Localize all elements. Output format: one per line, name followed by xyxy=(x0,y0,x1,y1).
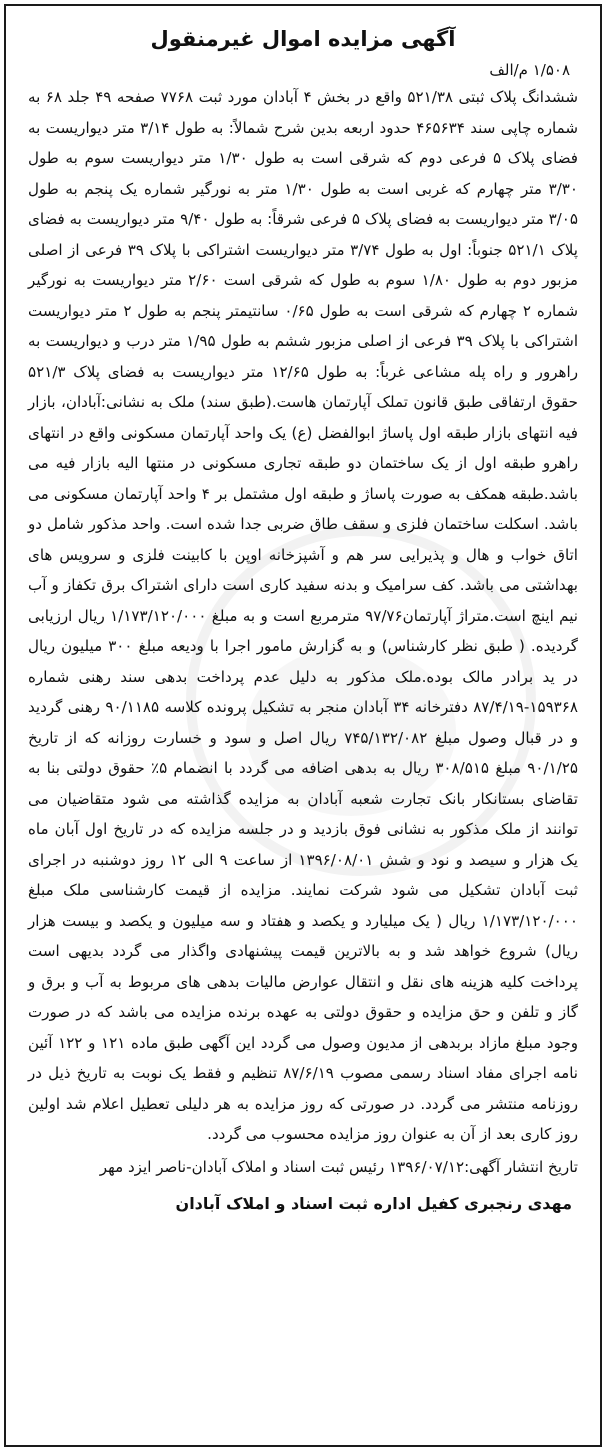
reference-number: ۱/۵۰۸ م/الف xyxy=(489,61,570,79)
notice-body: ششدانگ پلاک ثبتی ۵۲۱/۳۸ واقع در بخش ۴ آبادان مورد ثبت ۷۷۶۸ صفحه ۴۹ جلد ۶۸ به شماره چاپی سند ۴۶۵۶۳۴ حدود اربعه بدین شرح شمالاً: به طول ۳/۱۴ متر دیواریست به فضای پلاک ۵ فرعی دوم که شرقی است به طول ۱/۳۰ متر دیواریست سوم به طول ۳/۳۰ متر چهارم که غربی است به طول ۱/۳۰ متر به نورگیر شماره یک پنجم به طول ۳/۰۵ متر دیواریست به فضای پلاک ۵ فرعی شرقاً: به طول ۹/۴۰ متر دیواریست به فضای پلاک ۵۲۱/۱ جنوباً: اول به طول ۳/۷۴ متر دیواریست اشتراکی با پلاک ۳۹ فرعی از اصلی مزبور دوم به طول ۱/۸۰ سوم به طول که شرقی است ۲/۶۰ متر دیواریست به نورگیر شماره ۲ چهارم که شرقی است به طول ۰/۶۵ سانتیمتر پنجم به طول ۲ متر دیواریست اشتراکی با پلاک ۳۹ فرعی از اصلی مزبور ششم به طول ۱/۹۵ متر درب و دیواریست به راهرور و راه پله مشاعی غرباً: به طول ۱۲/۶۵ متر دیواریست به فضای پلاک ۵۲۱/۳ حقوق ارتفاقی طبق قانون تملک آپارتمان هاست.(طبق سند) ملک به نشانی:آبادان، بازار فیه انتهای بازار طبقه اول پاساژ ابوالفضل (ع) یک واحد آپارتمان مسکونی واقع در انتهای راهرو طبقه اول از یک ساختمان دو طبقه تجاری مسکونی در منتها الیه بازار فیه می باشد.طبقه همکف به صورت پاساژ و طبقه اول مشتمل بر ۴ واحد آپارتمان مسکونی می باشد. اسکلت ساختمان فلزی و سقف طاق ضربی جدا شده است. واحد مذکور شامل دو اتاق خواب و هال و پذیرایی سر هم و آشپزخانه اوپن با کابینت فلزی و سرویس های بهداشتی می باشد. کف سرامیک و بدنه سفید کاری است دارای اشتراک برق تکفاز و آب نیم اینچ است.متراژ آپارتمان۹۷/۷۶ مترمربع است و به مبلغ ۱/۱۷۳/۱۲۰/۰۰۰ ریال ارزیابی گردیده. ( طبق نظر کارشناس) و به گزارش مامور اجرا با ودیعه مبلغ ۳۰۰ میلیون ریال در ید برادر مالک بوده.ملک مذکور به دلیل عدم پرداخت بدهی سند رهنی شماره ۱۵۹۳۶۸-۸۷/۴/۱۹ دفترخانه ۳۴ آبادان منجر به تشکیل پرونده کلاسه ۹۰/۱۱۸۵ رهنی گردید و در قبال وصول مبلغ ۷۴۵/۱۳۲/۰۸۲ ریال اصل و سود و خسارت روزانه که از تاریخ ۹۰/۱/۲۵ مبلغ ۳۰۸/۵۱۵ ریال به بدهی اضافه می گردد با انضمام ۵٪ حقوق دولتی بنا به تقاضای بستانکار بانک تجارت شعبه آبادان به مزایده گذاشته می شود متقاضیان می توانند از ملک مذکور به نشانی فوق بازدید و در جلسه مزایده که در تاریخ اول آبان ماه یک هزار و سیصد و نود و شش ۱۳۹۶/۰۸/۰۱ از ساعت ۹ الی ۱۲ روز دوشنبه در اجرای ثبت آبادان تشکیل می شود شرکت نمایند. مزایده از قیمت کارشناسی ملک مبلغ ۱/۱۷۳/۱۲۰/۰۰۰ ریال ( یک میلیارد و یکصد و هفتاد و سه میلیون و یکصد و بیست هزار ریال) شروع خواهد شد و به بالاترین قیمت پیشنهادی واگذار می گردد بدیهی است پرداخت کلیه هزینه های نقل و انتقال عوارض مالیات بدهی های مربوط به آب و برق و گاز و تلفن و حق مزایده و حقوق دولتی به عهده برنده مزایده می باشد که در صورت وجود مبلغ مازاد بربدهی از مدیون وصول می گردد این آگهی طبق ماده ۱۲۱ و ۱۲۲ آئین نامه اجرای مفاد اسناد رسمی مصوب ۸۷/۶/۱۹ تنظیم و فقط یک نوبت به تاریخ ذیل در روزنامه منتشر می گردد. در صورتی که روز مزایده به هر دلیلی تعطیل اعلام شد اولین روز کاری بعد از آن به عنوان روز مزایده محسوب می گردد. xyxy=(28,88,579,1143)
notice-title: آگهی مزایده اموال غیرمنقول xyxy=(150,27,456,51)
auction-notice xyxy=(4,4,602,1447)
signature-line: مهدی رنجبری کفیل اداره ثبت اسناد و املاک آبادان xyxy=(175,1193,572,1213)
publication-line: تاریخ انتشار آگهی:۱۳۹۶/۰۷/۱۲ رئیس ثبت اسناد و املاک آبادان-ناصر ایزد مهر xyxy=(99,1157,578,1176)
